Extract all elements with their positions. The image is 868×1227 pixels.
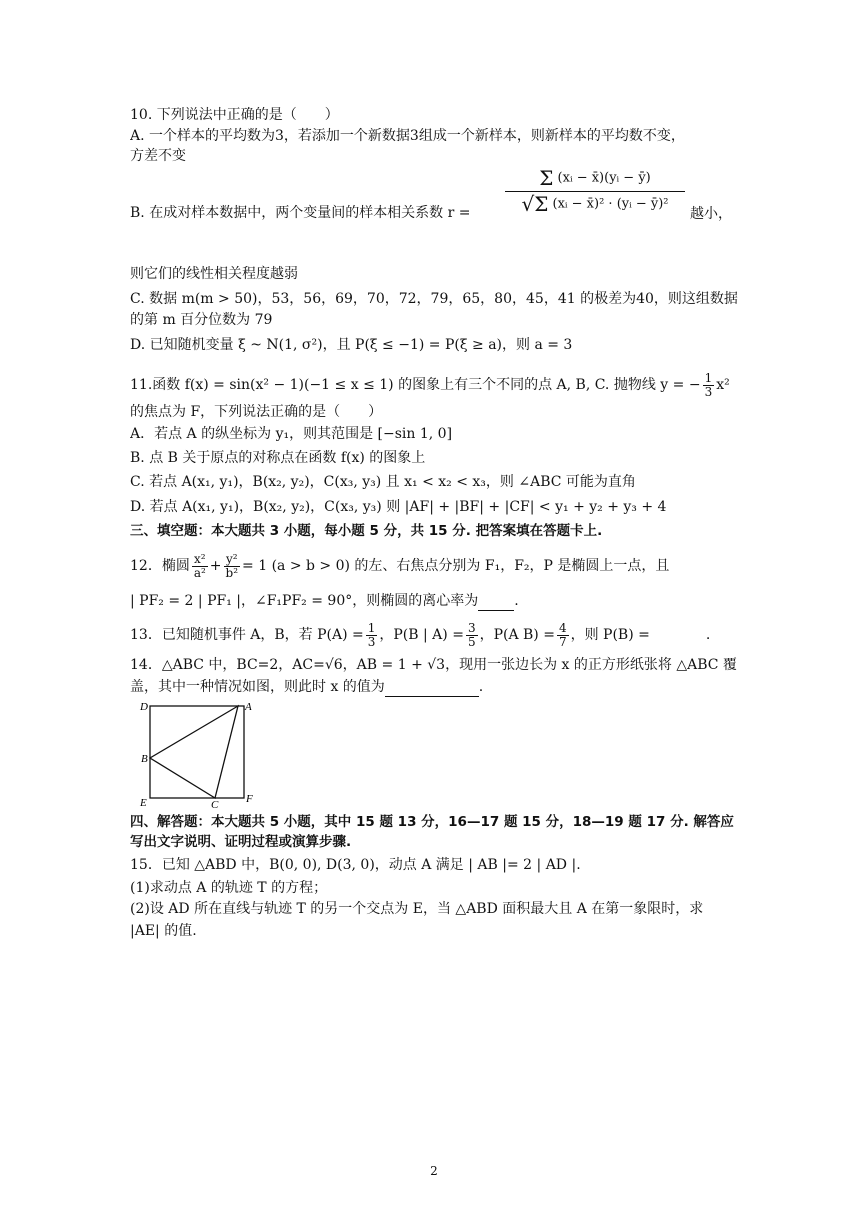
q12-line-1: 12．椭圆 $\frac{\text{x²}}{\text{a²}}$ + $\frac{\text{y²}}{\text{b²}}$ = 1 (a > b > 0) 的左、右焦点分别为 F₁，F₂，P 是椭圆上一点，且: [130, 551, 670, 580]
q11-stem: 11.函数 f(x) = sin(x² − 1)(−1 ≤ x ≤ 1) 的图象上有三个不同的点 A, B, C. 抛物线 y = − $\frac{1}{3}$ x²: [130, 370, 730, 399]
q15-part-2-cont: |AE| 的值.: [130, 923, 197, 939]
q10-option-b: [130, 204, 510, 222]
q15-part-1: (1)求动点 A 的轨迹 T 的方程；: [130, 880, 328, 896]
q12-answer-blank: [478, 592, 514, 611]
label-a: A: [245, 701, 252, 713]
q10-option-d: D. 已知随机变量 ξ ~ N(1, σ²)，且 P(ξ ≤ −1) = P(ξ ≥ a)，则 a = 3: [130, 337, 573, 353]
q10-option-b-text: B. 在成对样本数据中，两个变量间的样本相关系数: [130, 205, 444, 221]
q10-stem: 10. 下列说法中正确的是（ ）: [130, 107, 339, 123]
section-4-heading: 四、解答题：本大题共 5 小题，其中 15 题 13 分，16—17 题 15 分，18—19 题 17 分. 解答应: [130, 814, 734, 830]
label-b: B: [141, 753, 148, 765]
square-outline: [150, 706, 244, 798]
q11-stem-cont: 的焦点为 F，下列说法正确的是（ ）: [130, 404, 383, 420]
q10-option-a-cont: 方差不变: [130, 148, 186, 164]
triangle-abc: [150, 706, 238, 798]
label-f: F: [246, 793, 253, 805]
square-triangle-figure: [138, 700, 268, 808]
page-number: 2: [430, 1164, 438, 1178]
label-c: C: [211, 799, 219, 808]
q11-option-a: A．若点 A 的纵坐标为 y₁，则其范围是 [−sin 1, 0]: [130, 426, 453, 442]
q15-stem: 15．已知 △ABD 中，B(0, 0), D(3, 0)，动点 A 满足 | AB |= 2 | AD |.: [130, 857, 581, 873]
q14-answer-blank: [385, 678, 479, 697]
q10-option-c-cont: 的第 m 百分位数为 79: [130, 312, 273, 328]
q10-option-b-cont: 则它们的线性相关程度越弱: [130, 266, 298, 282]
q13-line: 13．已知随机事件 A，B，若 P(A) = $\frac{1}{3}$ ，P(B | A) = $\frac{3}{5}$ ，P(A B) = $\frac{4}{7}$ ，则 P(B) = .: [130, 617, 740, 653]
q11-fraction: $\frac{1}{3}$: [704, 370, 713, 399]
correlation-formula: [505, 166, 685, 216]
q10-option-b-end: 越小，: [690, 206, 732, 222]
q11-option-d: D. 若点 A(x₁, y₁)，B(x₂, y₂)，C(x₃, y₃) 则 |AF| + |BF| + |CF| < y₁ + y₂ + y₃ + 4: [130, 499, 667, 515]
section-4-heading-cont: 写出文字说明、证明过程或演算步骤.: [130, 834, 352, 850]
q12-fraction-y: $\frac{\text{y²}}{\text{b²}}$: [225, 551, 239, 580]
q13-fraction-3: $\frac{4}{7}$: [558, 620, 567, 649]
q13-fraction-1: $\frac{1}{3}$: [367, 620, 376, 649]
q10-r-symbol: r =: [447, 205, 471, 221]
correlation-numerator: Σ (xᵢ − x̄)(yᵢ − ȳ): [505, 170, 685, 192]
q10-option-a: A. 一个样本的平均数为3，若添加一个新数据3组成一个新样本，则新样本的平均数不变，: [130, 128, 685, 144]
correlation-denominator: √Σ (xᵢ − x̄)² · (yᵢ − ȳ)²: [521, 191, 669, 216]
q14-line-2: 盖，其中一种情况如图，则此时 x 的值为 .: [130, 679, 484, 695]
label-e: E: [140, 797, 147, 808]
label-d: D: [140, 701, 148, 713]
q13-fraction-2: $\frac{3}{5}$: [467, 620, 476, 649]
q11-option-c: C. 若点 A(x₁, y₁)，B(x₂, y₂)，C(x₃, y₃) 且 x₁ < x₂ < x₃，则 ∠ABC 可能为直角: [130, 474, 636, 490]
q11-option-b: B. 点 B 关于原点的对称点在函数 f(x) 的图象上: [130, 450, 426, 466]
q12-fraction-x: $\frac{\text{x²}}{\text{a²}}$: [193, 551, 206, 580]
q14-line-1: 14．△ABC 中，BC=2，AC=√6，AB = 1 + √3，现用一张边长为 x 的正方形纸张将 △ABC 覆: [130, 657, 737, 673]
q12-line-2: | PF₂ = 2 | PF₁ |，∠F₁PF₂ = 90°，则椭圆的离心率为 .: [130, 593, 519, 609]
q10-option-c: C. 数据 m(m > 50)，53，56，69，70，72，79，65，80，45，41 的极差为40，则这组数据: [130, 291, 738, 307]
section-3-heading: 三、填空题：本大题共 3 小题，每小题 5 分，共 15 分. 把答案填在答题卡上.: [130, 523, 603, 539]
q13-answer-blank: [650, 617, 706, 653]
q15-part-2: (2)设 AD 所在直线与轨迹 T 的另一个交点为 E，当 △ABD 面积最大且 A 在第一象限时，求: [130, 901, 704, 917]
